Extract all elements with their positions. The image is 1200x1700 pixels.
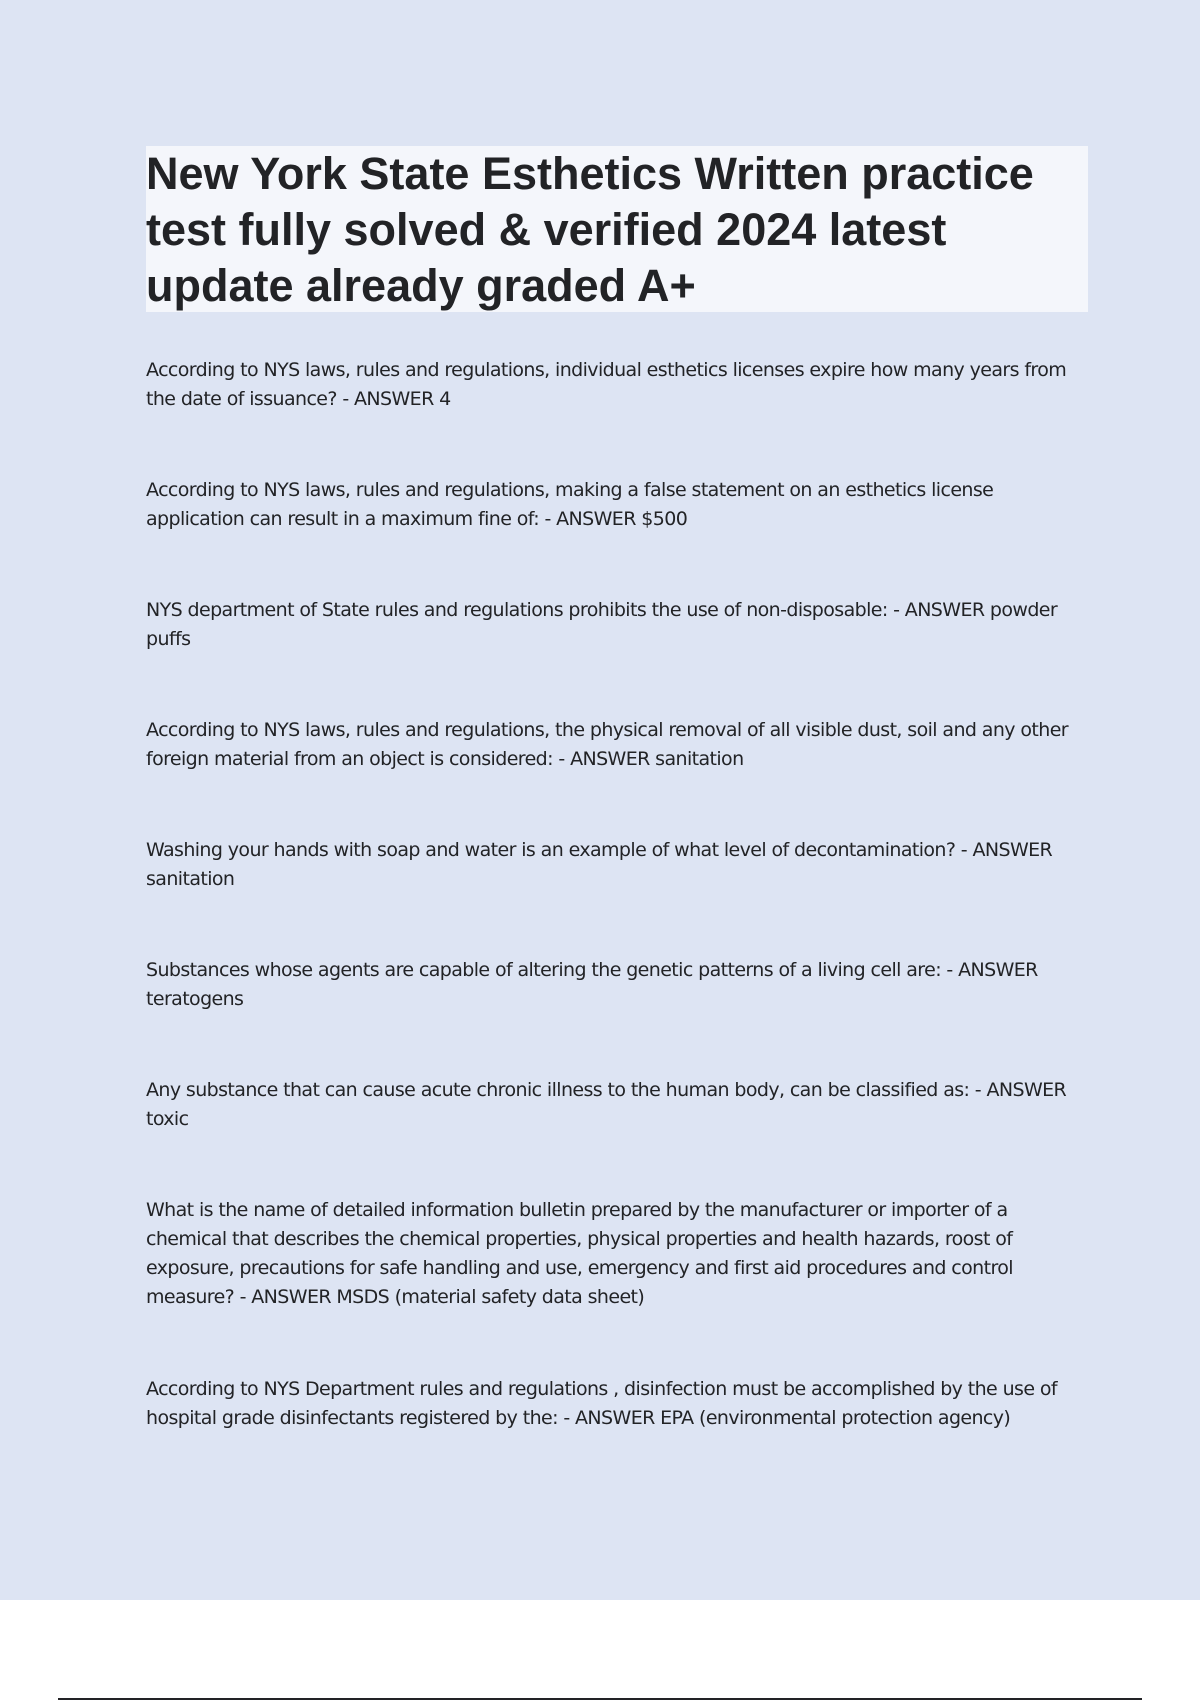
qa-item-7: Any substance that can cause acute chronic illness to the human body, can be classified as: - ANSWER toxic bbox=[146, 1079, 1067, 1130]
qa-item-5: Washing your hands with soap and water is an example of what level of decontamination? - ANSWER sanitation bbox=[146, 839, 1053, 890]
qa-item-2: According to NYS laws, rules and regulations, making a false statement on an esthetics license application can result in a maximum fine of: - ANSWER $500 bbox=[146, 479, 994, 530]
qa-item-6: Substances whose agents are capable of altering the genetic patterns of a living cell are: - ANSWER teratogens bbox=[146, 959, 1038, 1010]
qa-item-8: What is the name of detailed information bulletin prepared by the manufacturer or importer of a chemical that describes the chemical properties, physical properties and health hazards, roost of exposure, precautions for safe handling and use, emergency and first aid procedures and control measure? - ANSWER MSDS (material safety data sheet) bbox=[146, 1199, 1013, 1308]
qa-item-9: According to NYS Department rules and regulations , disinfection must be accomplished by the use of hospital grade disinfectants registered by the: - ANSWER EPA (environmental protection agency) bbox=[146, 1378, 1057, 1429]
qa-item-1: According to NYS laws, rules and regulations, individual esthetics licenses expire how many years from the date of issuance? - ANSWER 4 bbox=[146, 359, 1067, 410]
qa-item-3: NYS department of State rules and regulations prohibits the use of non-disposable: - ANSWER powder puffs bbox=[146, 599, 1058, 650]
qa-item-4: According to NYS laws, rules and regulations, the physical removal of all visible dust, soil and any other foreign material from an object is considered: - ANSWER sanitation bbox=[146, 719, 1068, 770]
page-title: New York State Esthetics Written practice test fully solved & verified 2024 latest update already graded A+ bbox=[146, 148, 1034, 311]
title-box bbox=[146, 146, 1088, 312]
